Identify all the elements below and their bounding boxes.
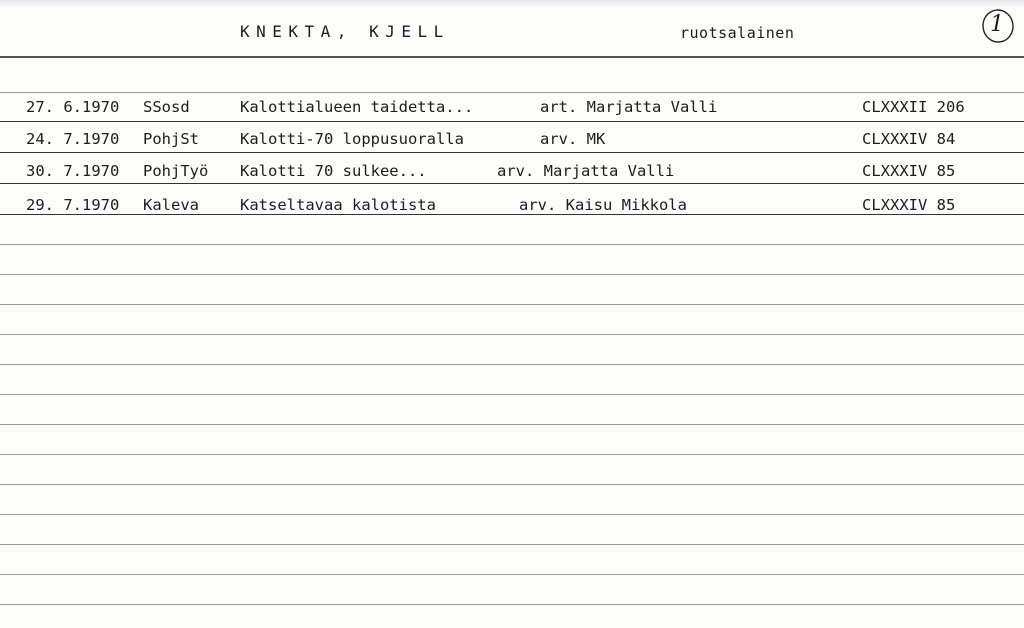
entry-date: 24. 7.1970 — [26, 130, 120, 148]
nationality: ruotsalainen — [680, 24, 795, 42]
card-top-edge — [0, 0, 1024, 8]
entry-source: SSosd — [143, 98, 190, 116]
ruled-line — [0, 152, 1024, 153]
ruled-line — [0, 514, 1024, 515]
entry-row — [0, 162, 1024, 192]
ruled-line — [0, 544, 1024, 545]
card-number: 1 — [990, 12, 1004, 37]
entry-date: 27. 6.1970 — [26, 98, 120, 116]
entry-row — [0, 130, 1024, 160]
ruled-line — [0, 364, 1024, 365]
ruled-line — [0, 454, 1024, 455]
ruled-line — [0, 334, 1024, 335]
entry-title: Kalottialueen taidetta... — [240, 98, 474, 116]
ruled-line — [0, 214, 1024, 215]
entry-type-author: arv. MK — [540, 130, 606, 148]
entry-row — [0, 196, 1024, 226]
entry-title: Kalotti 70 sulkee... — [240, 162, 427, 180]
ruled-line — [0, 394, 1024, 395]
person-name: KNEKTA, KJELL — [240, 22, 450, 41]
entry-date: 29. 7.1970 — [26, 196, 120, 214]
header-rule — [0, 56, 1024, 58]
ruled-line — [0, 274, 1024, 275]
card-number-circle — [980, 8, 1014, 42]
ruled-line — [0, 121, 1024, 122]
entry-title: Kalotti-70 loppusuoralla — [240, 130, 464, 148]
ruled-line — [0, 244, 1024, 245]
entry-source: Kaleva — [143, 196, 199, 214]
ruled-line — [0, 304, 1024, 305]
entry-source: PohjSt — [143, 130, 199, 148]
entry-title: Katseltavaa kalotista — [240, 196, 436, 214]
entry-volume: CLXXXIV 85 — [862, 162, 956, 180]
entry-source: PohjTyö — [143, 162, 209, 180]
ruled-line — [0, 92, 1024, 93]
entry-volume: CLXXXIV 84 — [862, 130, 956, 148]
entry-type-author: arv. Kaisu Mikkola — [519, 196, 687, 214]
entry-date: 30. 7.1970 — [26, 162, 120, 180]
ruled-line — [0, 484, 1024, 485]
ruled-line — [0, 574, 1024, 575]
ruled-line — [0, 604, 1024, 605]
entry-type-author: arv. Marjatta Valli — [497, 162, 675, 180]
entry-volume: CLXXXII 206 — [862, 98, 965, 116]
entry-type-author: art. Marjatta Valli — [540, 98, 718, 116]
ruled-line — [0, 424, 1024, 425]
ruled-line — [0, 183, 1024, 184]
entry-volume: CLXXXIV 85 — [862, 196, 956, 214]
entry-row — [0, 98, 1024, 128]
